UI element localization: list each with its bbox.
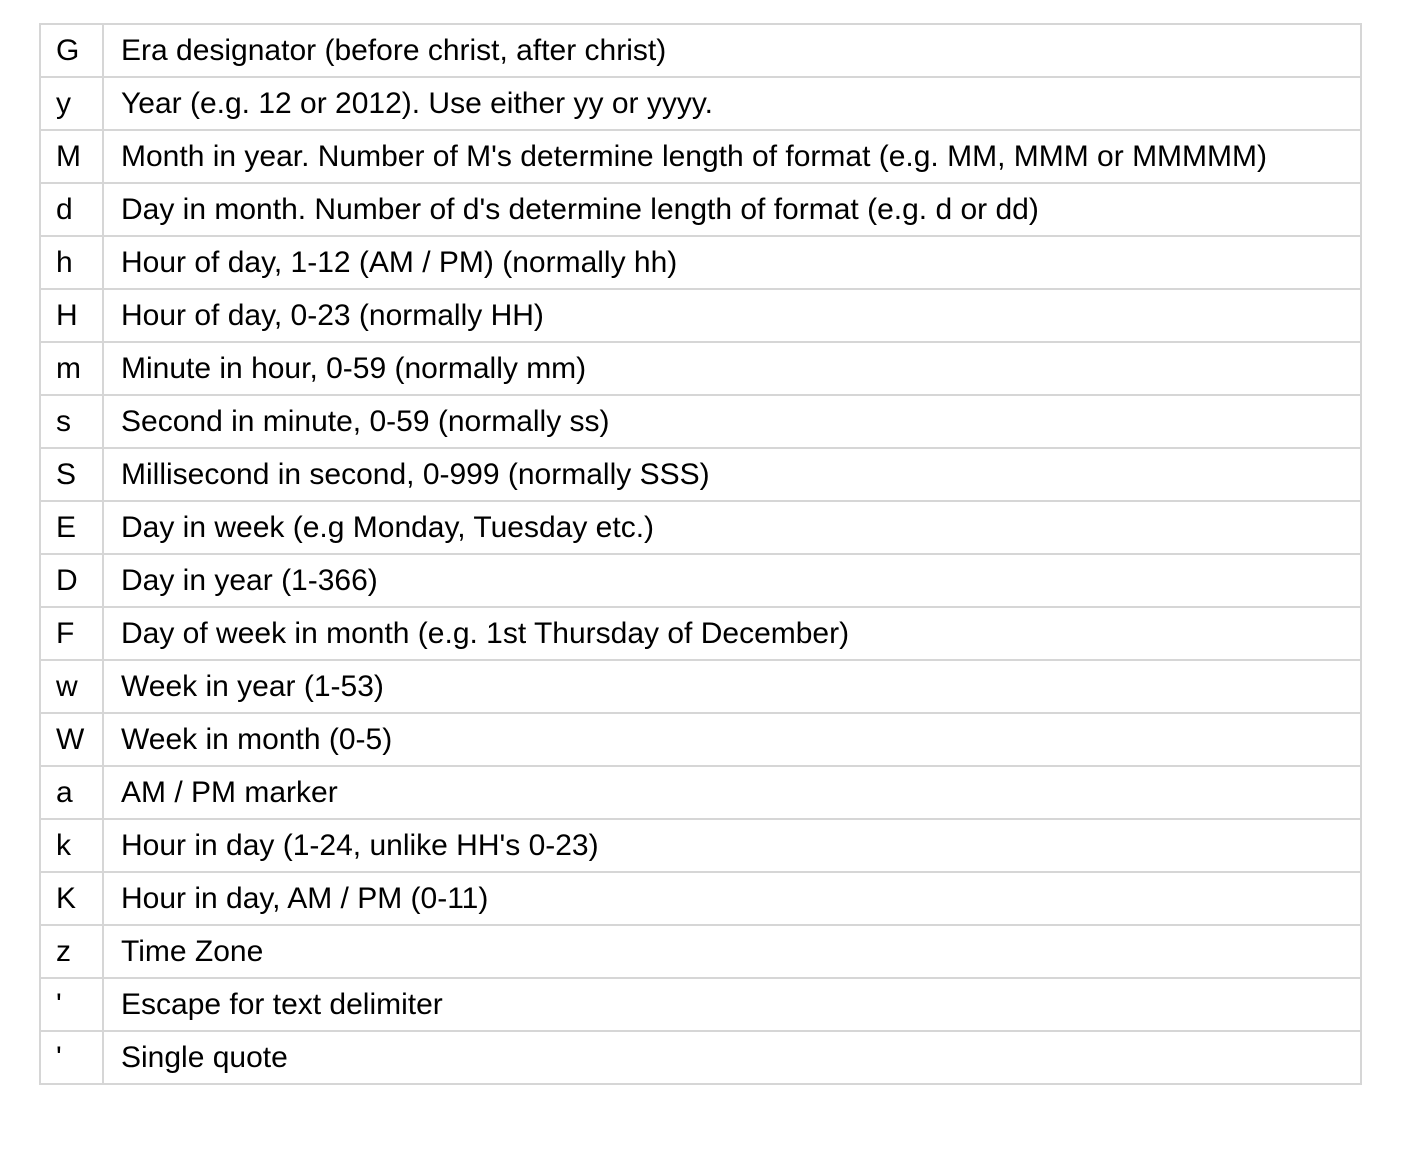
table-row — [40, 713, 1361, 766]
format-letter-cell: a — [40, 766, 103, 819]
format-letter-cell: m — [40, 342, 103, 395]
description-cell: Era designator (before christ, after christ) — [103, 24, 1361, 77]
table-row — [40, 448, 1361, 501]
table-row — [40, 660, 1361, 713]
table-row — [40, 819, 1361, 872]
description-cell: Day of week in month (e.g. 1st Thursday of December) — [103, 607, 1361, 660]
description-cell: Hour of day, 0-23 (normally HH) — [103, 289, 1361, 342]
format-letter-cell: ' — [40, 1031, 103, 1084]
format-letter-cell: h — [40, 236, 103, 289]
description-cell: Day in month. Number of d's determine length of format (e.g. d or dd) — [103, 183, 1361, 236]
format-letter-cell: S — [40, 448, 103, 501]
table-row — [40, 978, 1361, 1031]
format-letter-cell: k — [40, 819, 103, 872]
format-letter-cell: H — [40, 289, 103, 342]
description-cell: Month in year. Number of M's determine length of format (e.g. MM, MMM or MMMMM) — [103, 130, 1361, 183]
table-row — [40, 607, 1361, 660]
table-body — [40, 24, 1361, 1084]
table-row — [40, 925, 1361, 978]
table-row — [40, 395, 1361, 448]
table-row — [40, 342, 1361, 395]
description-cell: Escape for text delimiter — [103, 978, 1361, 1031]
format-letter-cell: y — [40, 77, 103, 130]
description-cell: Minute in hour, 0-59 (normally mm) — [103, 342, 1361, 395]
description-cell: Day in year (1-366) — [103, 554, 1361, 607]
date-format-table — [39, 23, 1362, 1085]
description-cell: Second in minute, 0-59 (normally ss) — [103, 395, 1361, 448]
table-row — [40, 77, 1361, 130]
format-letter-cell: s — [40, 395, 103, 448]
format-letter-cell: d — [40, 183, 103, 236]
table-row — [40, 236, 1361, 289]
description-cell: Time Zone — [103, 925, 1361, 978]
description-cell: Hour in day, AM / PM (0-11) — [103, 872, 1361, 925]
description-cell: Year (e.g. 12 or 2012). Use either yy or yyyy. — [103, 77, 1361, 130]
description-cell: Hour in day (1-24, unlike HH's 0-23) — [103, 819, 1361, 872]
format-letter-cell: E — [40, 501, 103, 554]
table-row — [40, 554, 1361, 607]
description-cell: Hour of day, 1-12 (AM / PM) (normally hh) — [103, 236, 1361, 289]
format-letter-cell: D — [40, 554, 103, 607]
format-letter-cell: K — [40, 872, 103, 925]
table-row — [40, 766, 1361, 819]
description-cell: Week in month (0-5) — [103, 713, 1361, 766]
description-cell: Week in year (1-53) — [103, 660, 1361, 713]
format-letter-cell: F — [40, 607, 103, 660]
description-cell: AM / PM marker — [103, 766, 1361, 819]
format-letter-cell: ' — [40, 978, 103, 1031]
table-row — [40, 872, 1361, 925]
format-letter-cell: W — [40, 713, 103, 766]
format-letter-cell: w — [40, 660, 103, 713]
table-row — [40, 130, 1361, 183]
description-cell: Millisecond in second, 0-999 (normally SSS) — [103, 448, 1361, 501]
format-letter-cell: z — [40, 925, 103, 978]
description-cell: Single quote — [103, 1031, 1361, 1084]
format-letter-cell: G — [40, 24, 103, 77]
table-row — [40, 1031, 1361, 1084]
description-cell: Day in week (e.g Monday, Tuesday etc.) — [103, 501, 1361, 554]
format-letter-cell: M — [40, 130, 103, 183]
table-row — [40, 183, 1361, 236]
table-row — [40, 501, 1361, 554]
table-row — [40, 24, 1361, 77]
table-row — [40, 289, 1361, 342]
